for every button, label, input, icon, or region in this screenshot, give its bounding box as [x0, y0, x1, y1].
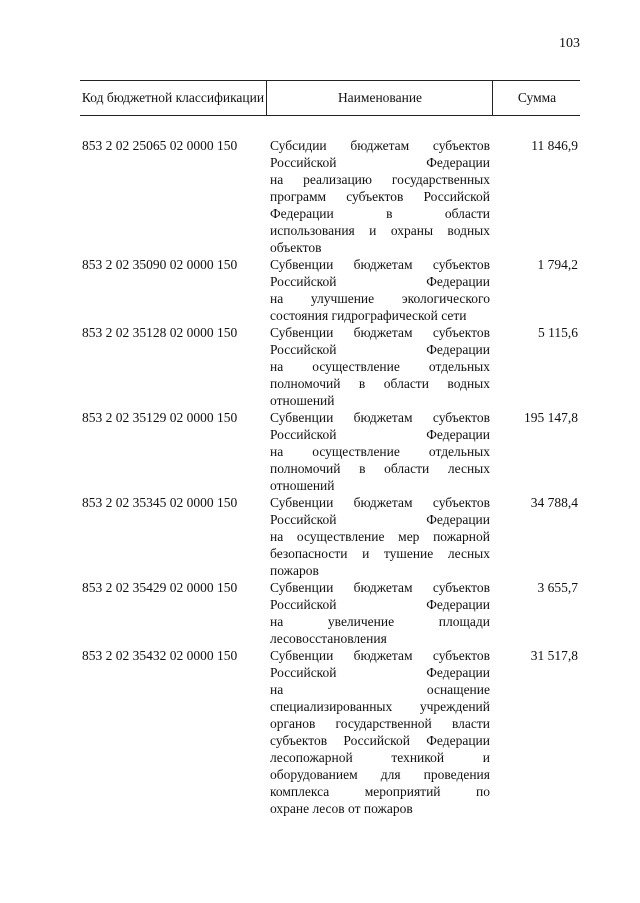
header-sum: Сумма — [492, 81, 581, 115]
row-name-line: на реализацию государственных — [270, 172, 490, 187]
row-name-line: на осуществление отдельных — [270, 359, 490, 374]
row-name-line: субъектов Российской Федерации — [270, 733, 490, 748]
table-row — [80, 579, 580, 647]
row-name-line: органов государственной власти — [270, 716, 490, 731]
row-code: 853 2 02 35129 02 0000 150 — [82, 410, 238, 425]
row-code: 853 2 02 35128 02 0000 150 — [82, 325, 238, 340]
row-name-line: Российской Федерации — [270, 274, 490, 289]
row-name-line: полномочий в области водных — [270, 376, 490, 391]
row-name-line: программ субъектов Российской — [270, 189, 490, 204]
row-name-line: состояния гидрографической сети — [270, 308, 467, 323]
row-code: 853 2 02 35090 02 0000 150 — [82, 257, 238, 272]
table-row — [80, 256, 580, 324]
row-name-line: на осуществление отдельных — [270, 444, 490, 459]
row-name-line: Российской Федерации — [270, 342, 490, 357]
row-name — [270, 494, 490, 579]
row-name-line: Субсидии бюджетам субъектов — [270, 138, 490, 153]
table-row — [80, 409, 580, 494]
row-name-line: на осуществление мер пожарной — [270, 529, 490, 544]
row-name-line: объектов — [270, 240, 322, 255]
row-name — [270, 579, 490, 647]
table-row — [80, 137, 580, 256]
row-name-line: Субвенции бюджетам субъектов — [270, 410, 490, 425]
row-name — [270, 324, 490, 409]
row-sum: 34 788,4 — [530, 495, 578, 510]
header-name: Наименование — [266, 81, 493, 115]
row-name-line: Субвенции бюджетам субъектов — [270, 495, 490, 510]
row-code: 853 2 02 25065 02 0000 150 — [82, 138, 238, 153]
row-sum: 31 517,8 — [530, 648, 578, 663]
row-code: 853 2 02 35429 02 0000 150 — [82, 580, 238, 595]
header-code: Код бюджетной классификации — [81, 90, 265, 105]
row-name-line: отношений — [270, 478, 335, 493]
table-row — [80, 494, 580, 579]
row-name-line: пожаров — [270, 563, 319, 578]
row-name-line: лесопожарной техникой и — [270, 750, 490, 765]
row-name-line: Российской Федерации — [270, 665, 490, 680]
table-header — [80, 80, 580, 116]
table-row — [80, 647, 580, 817]
row-name-line: охране лесов от пожаров — [270, 801, 413, 816]
row-name — [270, 256, 490, 324]
row-name-line: оборудованием для проведения — [270, 767, 490, 782]
row-name-line: безопасности и тушение лесных — [270, 546, 490, 561]
row-name-line: Российской Федерации — [270, 597, 490, 612]
row-name-line: Российской Федерации — [270, 512, 490, 527]
table-body — [80, 137, 580, 817]
row-name-line: на оснащение — [270, 682, 490, 697]
table-row — [80, 324, 580, 409]
row-name-line: полномочий в области лесных — [270, 461, 490, 476]
row-name-line: специализированных учреждений — [270, 699, 490, 714]
row-name-line: лесовосстановления — [270, 631, 387, 646]
row-sum: 1 794,2 — [537, 257, 578, 272]
page-number: 103 — [559, 36, 580, 51]
row-sum: 5 115,6 — [538, 325, 578, 340]
row-name — [270, 137, 490, 256]
row-sum: 11 846,9 — [531, 138, 578, 153]
row-sum: 195 147,8 — [524, 410, 578, 425]
row-name-line: Субвенции бюджетам субъектов — [270, 580, 490, 595]
row-name-line: Субвенции бюджетам субъектов — [270, 257, 490, 272]
row-sum: 3 655,7 — [537, 580, 578, 595]
row-code: 853 2 02 35432 02 0000 150 — [82, 648, 238, 663]
row-name-line: на увеличение площади — [270, 614, 490, 629]
row-code: 853 2 02 35345 02 0000 150 — [82, 495, 238, 510]
row-name — [270, 647, 490, 817]
row-name — [270, 409, 490, 494]
row-name-line: Субвенции бюджетам субъектов — [270, 325, 490, 340]
row-name-line: комплекса мероприятий по — [270, 784, 490, 799]
row-name-line: на улучшение экологического — [270, 291, 490, 306]
row-name-line: использования и охраны водных — [270, 223, 490, 238]
row-name-line: Федерации в области — [270, 206, 490, 221]
row-name-line: Российской Федерации — [270, 155, 490, 170]
row-name-line: отношений — [270, 393, 335, 408]
row-name-line: Российской Федерации — [270, 427, 490, 442]
row-name-line: Субвенции бюджетам субъектов — [270, 648, 490, 663]
